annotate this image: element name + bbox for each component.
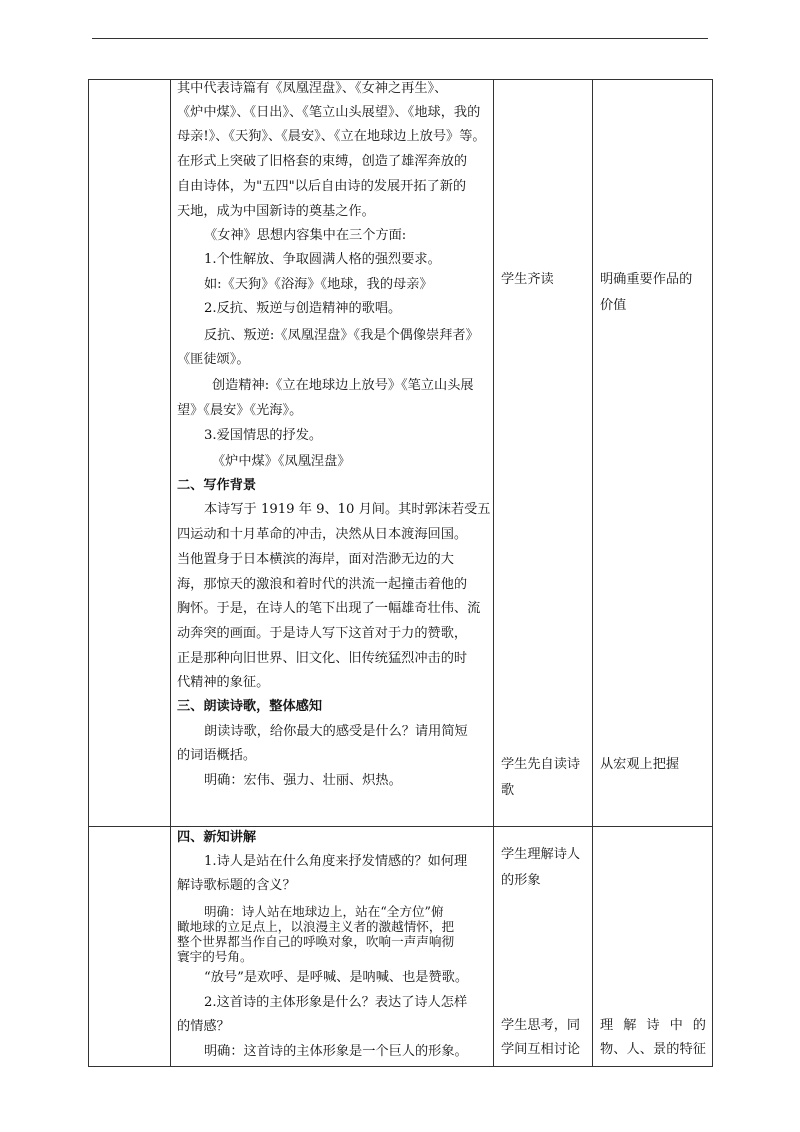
content-line: 明确：这首诗的主体形象是一个巨人的形象。 <box>204 1044 468 1059</box>
intent-text: 价值 <box>600 298 627 313</box>
content-line: 创造精神:《立在地球边上放号》《笔立山头展 <box>212 378 474 393</box>
content-line: 在形式上突破了旧格套的束缚，创造了雄浑奔放的 <box>177 154 468 169</box>
content-line: 明确：诗人站在地球边上，站在“全方位”俯 <box>204 904 444 919</box>
content-cell <box>171 80 494 827</box>
content-line: 的情感？ <box>177 1019 230 1034</box>
content-line: 1.个性解放、争取圆满人格的强烈要求。 <box>204 252 441 267</box>
intent-text: 明确重要作品的 <box>600 272 693 287</box>
content-line: 动奔突的画面。于是诗人写下这首对于力的赞歌， <box>177 626 468 641</box>
content-line: 反抗、叛逆:《凤凰涅盘》《我是个偶像崇拜者》 <box>204 328 479 343</box>
content-line: 四运动和十月革命的冲击，决然从日本渡海回国。 <box>177 527 468 542</box>
content-line: 整个世界都当作自己的呼唤对象，吹响一声声响彻 <box>177 934 455 949</box>
content-line: 《炉中煤》、《日出》、《笔立山头展望》、《地球，我的 <box>177 105 481 120</box>
content-line: 自由诗体，为"五四"以后自由诗的发展开拓了新的 <box>177 179 467 194</box>
activity-cell <box>494 827 593 1067</box>
section-heading: 四、新知讲解 <box>177 830 257 845</box>
intent-cell <box>593 80 713 827</box>
content-line: 望》《晨安》《光海》。 <box>177 403 303 418</box>
intent-text: 物、人、景的特征 <box>600 1042 706 1057</box>
activity-text: 学生齐读 <box>501 272 554 287</box>
content-line: 代精神的象征。 <box>177 675 270 690</box>
activity-text: 学生思考，同 <box>501 1018 581 1033</box>
content-line: 如:《天狗》《浴海》《地球，我的母亲》 <box>204 277 433 292</box>
table-row <box>89 80 713 827</box>
activity-text: 学生先自读诗 <box>501 757 581 772</box>
content-line: 瞰地球的立足点上，以浪漫主义者的激越情怀，把 <box>177 919 455 934</box>
content-cell <box>171 827 494 1067</box>
section-heading: 二、写作背景 <box>177 478 257 493</box>
content-line: 2.这首诗的主体形象是什么？表达了诗人怎样 <box>204 995 468 1010</box>
content-line: 母亲!》、《天狗》、《晨安》、《立在地球边上放号》等。 <box>177 129 486 144</box>
intent-text: 理解诗中的 <box>600 1018 706 1033</box>
stage-cell <box>89 80 171 827</box>
content-line: 本诗写于 1919 年 9、10 月间。其时郭沫若受五 <box>204 502 491 517</box>
content-line: 的词语概括。 <box>177 748 257 763</box>
content-line: “放号”是欢呼、是呼喊、是呐喊、也是赞歌。 <box>204 970 469 985</box>
content-line: 正是那种向旧世界、旧文化、旧传统猛烈冲击的时 <box>177 651 468 666</box>
content-line: 当他置身于日本横滨的海岸，面对浩渺无边的大 <box>177 552 454 567</box>
table-row <box>89 827 713 1067</box>
content-line: 寰宇的号角。 <box>177 949 253 964</box>
section-heading: 三、朗读诗歌，整体感知 <box>177 699 323 714</box>
content-line: 2.反抗、叛逆与创造精神的歌唱。 <box>204 301 402 316</box>
header-rule <box>92 38 708 39</box>
content-line: 《炉中煤》《凤凰涅盘》 <box>212 454 351 469</box>
activity-text: 学生理解诗人 <box>501 847 581 862</box>
content-line: 《匪徒颂》。 <box>177 352 250 367</box>
stage-cell <box>89 827 171 1067</box>
content-line: 3.爱国情思的抒发。 <box>204 428 323 443</box>
activity-text: 歌 <box>501 783 515 798</box>
content-line: 1.诗人是站在什么角度来抒发情感的？如何理 <box>204 854 468 869</box>
intent-cell <box>593 827 713 1067</box>
content-line: 胸怀。于是，在诗人的笔下出现了一幅雄奇壮伟、流 <box>177 601 481 616</box>
content-line: 明确：宏伟、强力、壮丽、炽热。 <box>204 773 402 788</box>
lesson-plan-table <box>88 79 713 1067</box>
content-line: 其中代表诗篇有《凤凰涅盘》、《女神之再生》、 <box>177 81 448 96</box>
activity-text: 学间互相讨论 <box>501 1042 581 1057</box>
activity-cell <box>494 80 593 827</box>
activity-text: 的形象 <box>501 873 541 888</box>
content-line: 解诗歌标题的含义？ <box>177 878 296 893</box>
intent-text: 从宏观上把握 <box>600 757 680 772</box>
content-line: 天地，成为中国新诗的奠基之作。 <box>177 204 375 219</box>
content-line: 《女神》思想内容集中在三个方面: <box>204 228 407 243</box>
content-line: 朗读诗歌，给你最大的感受是什么？请用简短 <box>204 724 468 739</box>
content-line: 海，那惊天的激浪和着时代的洪流一起撞击着他的 <box>177 577 468 592</box>
